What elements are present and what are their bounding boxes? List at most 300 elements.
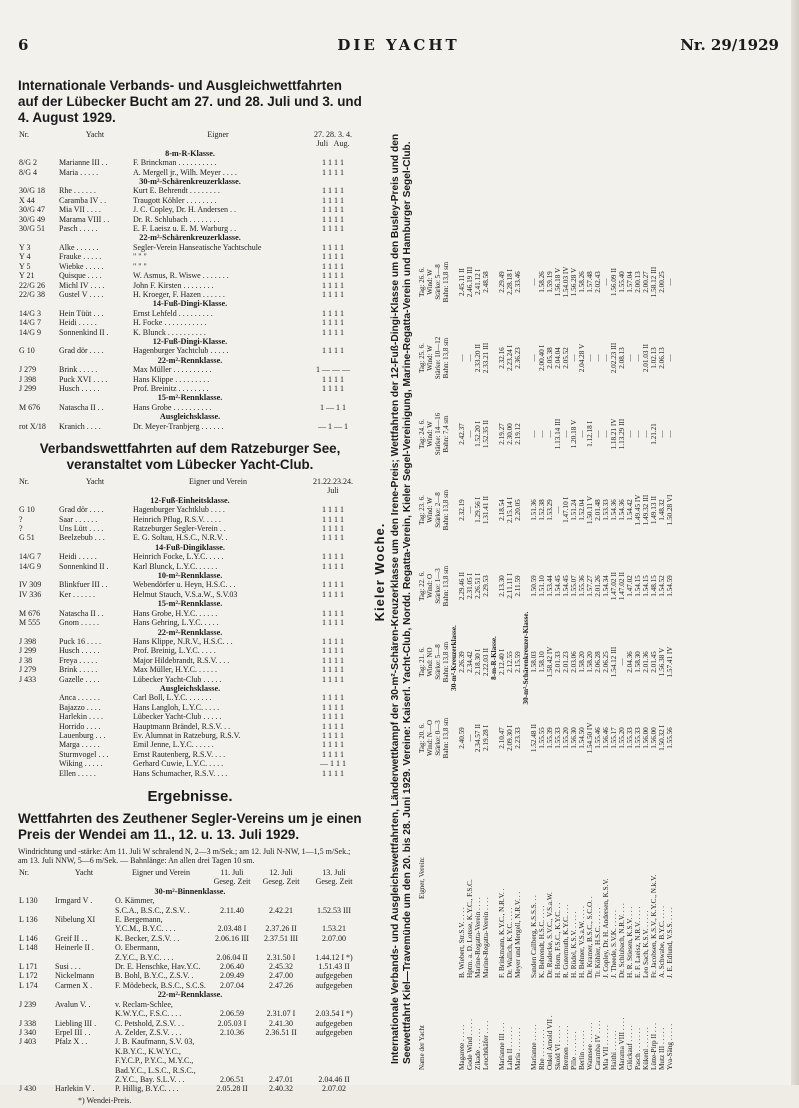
day-wind: Wind: O <box>426 573 434 599</box>
race-time: 1.52.20 I <box>474 421 482 447</box>
owner: W. Asmus, R. Wiswe . . . . . . . <box>133 271 229 281</box>
yacht-name: Irmgard V . <box>55 896 93 906</box>
day-wind: Wind: W <box>426 345 434 371</box>
class-heading: 30-m²-Kreuzerklasse. <box>450 625 458 691</box>
owner: Y.C.M., B.Y.C. . . . <box>115 924 176 934</box>
owner: A. Zelder, Z.S.V. . . . <box>115 1027 182 1037</box>
race-time: 2.36.23 <box>514 347 522 369</box>
time-day1 <box>208 896 256 905</box>
race-time: 2.40.59 <box>458 727 466 749</box>
time-day3 <box>306 1000 362 1009</box>
owner: Ernst Rautenberg, R.S.V. . . . <box>133 749 226 759</box>
race-time: 2.26.39 <box>458 651 466 673</box>
race-time: — <box>530 278 538 286</box>
owner: Segler-Verein Hanseatische Yachtschule <box>133 242 262 252</box>
table-row <box>18 1066 362 1075</box>
time-day2: 2.47.26 <box>269 980 293 990</box>
sail-number <box>18 1066 54 1075</box>
class-heading: 10-m²-Rennklasse. <box>157 571 223 581</box>
yacht-name: Mutz III . . . . . <box>658 1027 666 1070</box>
race-time: 1.47.10 I <box>562 497 570 523</box>
col-name: Name der Yacht <box>418 1025 426 1070</box>
owner: Hagenburger Yachtklub . . . . <box>133 505 225 515</box>
race-time: 2.05.38 <box>546 347 554 369</box>
owner: K. Behrendt, H.S.C. . . . . <box>538 905 546 978</box>
race-time: 1.57.04 <box>626 271 634 293</box>
col-d1: 11. Juli Geseg. Zeit <box>213 868 251 887</box>
class-heading: 22-m²-Schärenkreuzerklasse. <box>139 233 241 243</box>
class-heading: 14-Fuß-Dingiklasse. <box>155 542 225 552</box>
sail-number: IV 336 <box>19 589 42 599</box>
race-time: 1.54.34 <box>602 575 610 597</box>
table-row <box>18 365 362 374</box>
section2-table <box>18 477 362 778</box>
time-day1: 2.11.40 <box>220 905 244 915</box>
sail-number: J 338 <box>19 1018 37 1028</box>
day-wind: Wind: W <box>426 269 434 295</box>
owner: v. Reclam-Schlee, <box>115 999 173 1009</box>
yacht-name: Lahn II . . . . . . <box>506 1027 514 1070</box>
time-day2: 2.36.51 II <box>265 1027 297 1037</box>
owner: S.C.A., B.S.C., Z.S.V. . <box>115 905 190 915</box>
race-time: 1.49.45 IV <box>634 494 642 526</box>
yacht-name: Wiking . . . . . <box>59 759 103 769</box>
table-row <box>506 244 514 1072</box>
race-time: — <box>666 430 674 438</box>
owner: F. Mödebeck, B.S.C., S.C.S. <box>115 980 206 990</box>
time-day2: 2.40.32 <box>269 1084 293 1094</box>
table-row <box>18 609 362 618</box>
col-yacht: Yacht <box>85 477 105 486</box>
owner: Ernst Lehfeld . . . . . . . . . <box>133 308 213 318</box>
race-time: 1.50.11 V <box>586 495 594 525</box>
sail-number: 30/G 51 <box>19 224 45 234</box>
yacht-name: Marama VIII . . . . <box>618 1017 626 1070</box>
participation: 1 1 1 1 <box>322 552 344 562</box>
yacht-name: Onkel Arnold VII . <box>546 1015 554 1070</box>
owner: O. Kämmer, <box>115 896 155 906</box>
race-time: 2.02.43 <box>594 271 602 293</box>
yacht-name: Marianne III . . <box>59 158 108 168</box>
time-day2: 2.37.26 II <box>265 924 297 934</box>
sail-number: L 174 <box>19 980 38 990</box>
day-st: Stärke: 0—3 <box>434 720 442 756</box>
participation: 1 1 1 1 <box>322 608 344 618</box>
owner: O. Ebermann, <box>115 943 160 953</box>
table-row <box>18 646 362 655</box>
yacht-name: Mia VII . . . . . . <box>602 1025 610 1070</box>
owner: F. Brinckman . . . . . . . . . . <box>133 158 217 168</box>
yacht-name: Marga . . . . . <box>59 740 100 750</box>
race-time: 2.05.52 <box>562 347 570 369</box>
participation: 1 1 1 1 <box>322 768 344 778</box>
class-heading: 8-m-R-Klasse. <box>490 636 498 680</box>
race-time: 2.01.23 <box>562 651 570 673</box>
class-heading-row <box>18 496 362 505</box>
race-time: — <box>466 506 474 514</box>
sail-number: rot X/18 <box>19 421 46 431</box>
sail-number: J 433 <box>19 674 37 684</box>
yacht-name: Michl IV . . . . <box>59 280 105 290</box>
time-day1 <box>208 1047 256 1056</box>
race-time: 2.32.19 <box>458 499 466 521</box>
race-time: 2.33.46 <box>514 271 522 293</box>
yacht-name: Wiebke . . . . . <box>59 261 104 271</box>
race-time: 2.42.37 <box>458 423 466 445</box>
participation: 1 1 1 1 <box>322 505 344 515</box>
race-time: 1.58.26 <box>538 271 546 293</box>
participation: 1 1 1 1 <box>322 730 344 740</box>
race-time: 1.02.13 <box>650 347 658 369</box>
table-row <box>18 1056 362 1065</box>
left-column <box>18 72 362 1108</box>
table-row <box>18 580 362 589</box>
owner: Z.Y.C., B.Y.C. . . . <box>115 952 174 962</box>
owner: H. Kroeger, F. Hazen . . . . . . <box>133 289 225 299</box>
yacht-name: Pille . . . . . . . <box>570 1031 578 1070</box>
time-day2 <box>256 896 306 905</box>
day-bahn: Bahn: 13,8 sm <box>442 337 450 379</box>
day-tag: Tag: 20. 6. <box>418 723 426 753</box>
table-row <box>642 244 650 1072</box>
kieler-header <box>418 244 450 1072</box>
sail-number <box>18 1075 54 1084</box>
table-row <box>18 712 362 721</box>
race-time: 1.55.36 <box>578 575 586 597</box>
yacht-name: Sonnenkind II . <box>59 561 109 571</box>
class-heading-row <box>18 571 362 580</box>
day-bahn: Bahn: 7,4 sm <box>442 415 450 453</box>
yacht-name: Saar . . . . . . <box>59 514 98 524</box>
table-row <box>18 1019 362 1028</box>
yacht-name: Sturmvogel . . . <box>59 749 109 759</box>
class-heading-row <box>18 299 362 308</box>
owner: J. Theede, S.V.K. . . . . . <box>610 910 618 978</box>
race-time: — <box>578 430 586 438</box>
col-yacht: Yacht <box>85 130 105 139</box>
race-time: 1.55.33 <box>634 727 642 749</box>
class-heading-row <box>18 599 362 608</box>
yacht-name <box>54 953 114 962</box>
sail-number <box>18 740 58 749</box>
race-time: — <box>642 430 650 438</box>
table-row <box>18 552 362 561</box>
ergebnisse-heading: Ergebnisse. <box>147 788 233 805</box>
col-yacht: Yacht <box>74 868 94 877</box>
owner: Meyer und Mergell, N.R.V. . . <box>514 891 522 978</box>
participation: 1 1 1 1 <box>322 374 344 384</box>
race-time: 2.01.45 <box>650 651 658 673</box>
race-time: 1.51.24 <box>570 499 578 521</box>
section1-rows <box>18 149 362 431</box>
yacht-name: Pasch . . . . . <box>59 224 98 234</box>
race-time: 1.58.12 III <box>650 266 658 298</box>
yacht-name: Caramba IV . . <box>59 195 107 205</box>
yacht-name: Gode Wind . . . . . <box>466 1019 474 1070</box>
time-day1 <box>208 915 256 924</box>
race-time: 1.58.42 IV <box>546 646 554 678</box>
yacht-name: Sonnenkind II . <box>59 327 109 337</box>
owner: Major Hildebrandt, R.S.V. . . . <box>133 655 230 665</box>
race-time: 2.19.27 <box>498 423 506 445</box>
sail-number <box>18 1047 54 1056</box>
owner: Max Müller, H.Y.C. . . . . . <box>133 665 217 675</box>
time-day2: 2.41.30 <box>269 1018 293 1028</box>
time-day1 <box>208 1037 256 1046</box>
time-day3: 2.07.00 <box>322 933 346 943</box>
owner: J. Copley, Dr. H. Andersen, K.S.V. <box>602 878 610 978</box>
sail-number <box>18 703 58 712</box>
day-wind: Wind: W <box>426 421 434 447</box>
time-day1: 2.06.59 <box>220 1009 244 1019</box>
race-time: 1.58.20 <box>578 651 586 673</box>
race-time: 1.12.18 I <box>586 421 594 447</box>
table-row <box>18 693 362 702</box>
race-time: — <box>546 430 554 438</box>
time-day3: aufgegeben <box>315 1027 353 1037</box>
race-time: — <box>562 430 570 438</box>
race-time: 1.55.56 <box>666 727 674 749</box>
owner: Webendörfer u. Heyn, H.S.C. . . <box>133 580 236 590</box>
participation: 1 1 1 1 <box>322 346 344 356</box>
race-time: 1.13.14 III <box>554 418 562 450</box>
table-row <box>18 740 362 749</box>
yacht-name: Magarete . . . . . <box>458 1024 466 1070</box>
sail-number: J 299 <box>19 383 37 393</box>
owner: Dr. Schlubach, N.R.V. . . . <box>618 903 626 978</box>
day-bahn: Bahn: 13,8 sm <box>442 717 450 759</box>
participation: 1 1 1 1 <box>322 327 344 337</box>
race-time: 2.00.13 <box>634 271 642 293</box>
time-day1: 2.06.16 III <box>215 933 249 943</box>
yacht-name: Maria . . . . . <box>59 167 99 177</box>
owner: " " " <box>133 252 147 262</box>
race-time: 1.55.07 <box>570 575 578 597</box>
yacht-name: Anca . . . . . . <box>59 693 100 703</box>
class-heading: 22-m²-Rennklasse. <box>157 355 223 365</box>
owner: A. Schwabe, B.Y.C. . . . . <box>658 906 666 978</box>
owner: Lübecker Yacht-Club . . . . . <box>133 674 222 684</box>
sail-number: M 676 <box>19 608 41 618</box>
section3-title: Wettfahrten des Zeuthener Segler-Vereins um je einen Preis der Wendei am 11., 12. u. 13. Juli 1929. <box>18 811 362 842</box>
time-day3: 2.04.46 II <box>318 1074 350 1084</box>
race-time: 1.58.30 <box>634 651 642 673</box>
race-time: 1.54.50 IV <box>586 722 594 754</box>
table-row <box>18 524 362 533</box>
owner: Carl Boll, L.Y.C. . . . . . . <box>133 693 212 703</box>
yacht-name: Puck XVI . . . . <box>59 374 108 384</box>
participation: 1 1 1 1 <box>322 693 344 703</box>
race-time: 1.29.56 I <box>474 497 482 523</box>
page-edge-shadow <box>791 0 799 1085</box>
sail-number: Y 21 <box>19 271 35 281</box>
owner: Gerhard Cuwie, L.Y.C. . . . . <box>133 759 224 769</box>
time-day1: 2.05.28 II <box>216 1084 248 1094</box>
table-row <box>18 1037 362 1046</box>
race-time: 1.56.00 <box>650 727 658 749</box>
race-time: 1.54.12 III <box>610 646 618 678</box>
race-time: 1.52.35 II <box>482 419 490 449</box>
race-time: 1.50.28 VI <box>666 494 674 526</box>
race-time: 1.54.15 <box>634 575 642 597</box>
yacht-name: Berlin . . . . . . <box>578 1030 586 1070</box>
class-heading-row <box>18 628 362 637</box>
yacht-name: Grad dör . . . . <box>59 505 104 515</box>
yacht-name: Kranich . . . . <box>59 421 101 431</box>
day-tag: Tag: 26. 6. <box>418 267 426 297</box>
race-time: 1.51.36 <box>530 499 538 521</box>
col-eigner: Eigner und Verein <box>188 477 248 486</box>
table-row <box>530 244 538 1072</box>
race-time: 2.01.48 <box>594 499 602 521</box>
day-header <box>418 472 450 548</box>
table-row <box>18 318 362 327</box>
class-heading-row <box>18 887 362 896</box>
class-heading-row <box>18 356 362 365</box>
participation: 1 1 1 1 <box>322 655 344 665</box>
day-header <box>418 320 450 396</box>
owner: K. Becker, Z.S.V. . . <box>115 933 180 943</box>
col-d3: 13. Juli Geseg. Zeit <box>315 868 353 887</box>
day-st: Stärke: 1—3 <box>434 568 442 604</box>
yacht-name: Uns Lütt . . . . <box>59 524 104 534</box>
sail-number: L 171 <box>19 962 38 972</box>
time-day3: aufgegeben <box>315 980 353 990</box>
participation: 1 1 1 1 <box>322 289 344 299</box>
day-tag: Tag: 23. 6. <box>418 495 426 525</box>
sail-number: 30/G 47 <box>19 205 45 215</box>
participation: 1 1 1 1 <box>322 186 344 196</box>
race-time: 1.55.20 <box>618 727 626 749</box>
race-time: 2.20.05 <box>514 499 522 521</box>
sail-number: Y 4 <box>19 252 31 262</box>
col-nr: Nr. <box>19 477 29 486</box>
day-header <box>418 700 450 776</box>
table-row <box>18 168 362 177</box>
class-heading: 22-m²-Rennklasse. <box>157 990 223 1000</box>
section3-rows <box>18 887 362 1094</box>
owner: Heinrich Focke, L.Y.C. . . . . <box>133 552 224 562</box>
participation: 1 1 1 1 <box>322 721 344 731</box>
yacht-name: Erpel III . . <box>55 1027 91 1037</box>
owner: Hans Grobe . . . . . . . . . . <box>133 402 212 412</box>
participation: 1 1 1 1 <box>322 383 344 393</box>
time-day3: 1.51.43 II <box>318 962 350 972</box>
sail-number: Y 5 <box>19 261 31 271</box>
yacht-name: Lauenburg . . . <box>59 730 106 740</box>
day-header <box>418 396 450 472</box>
class-heading: 30-m²-Binnenklasse. <box>154 886 226 896</box>
table-row <box>18 290 362 299</box>
time-day2 <box>256 915 306 924</box>
day-st: Stärke: 5—8 <box>434 644 442 680</box>
day-header <box>418 548 450 624</box>
yacht-name: Rhe . . . . . . <box>59 186 96 196</box>
time-day3 <box>306 943 362 952</box>
race-time: 1.59.19 <box>546 271 554 293</box>
table-row <box>18 750 362 759</box>
owner: Z.Y.C., Bay. S.L.V. . . <box>115 1074 185 1084</box>
kieler-subtitle: Internationale Verbands- und Ausgleichswettfahrten, Länderwettkampf der 30-m²-Schären-Kreuzerklasse um den Irene-Preis; Wettfahrten der 12-Fuß-Dingi-Klasse um den Busley-Preis und den Seewettfahrt Kiel—Travemünde um den 20. bis 28. Juni 1929. Vereine: Kaiserl. Yacht-Club, Nordd. Regatta-Verein, Kieler Segel-Vereinigung, Marine-Regatta-Verein und Hamburger Segel-Club. <box>390 133 413 1064</box>
race-time: 2.02.23 III <box>610 342 618 374</box>
participation: 1 1 1 1 <box>322 214 344 224</box>
owner: Dr. Meyer-Tranbjerg . . . . . . <box>133 421 224 431</box>
participation: 1 1 1 1 <box>322 749 344 759</box>
owner: Bad.Y.C., L.S.C., R.S.C., <box>115 1065 196 1075</box>
table-row <box>18 328 362 337</box>
time-day1: 2.05.03 I <box>217 1018 247 1028</box>
yacht-name: Caramba IV . . . . <box>594 1020 602 1070</box>
race-time: 2.34.42 <box>466 651 474 673</box>
time-day2 <box>256 1047 306 1056</box>
race-time: — <box>458 354 466 362</box>
table-row <box>18 906 362 915</box>
race-time: 1.54.15 <box>642 575 650 597</box>
sail-number: G 51 <box>19 533 35 543</box>
class-heading-row <box>18 149 362 158</box>
col-nr: Nr. <box>19 130 29 139</box>
race-time: — <box>594 354 602 362</box>
day-bahn: Bahn: 13,8 sm <box>442 489 450 531</box>
race-time: — <box>554 506 562 514</box>
participation: 1 — — — <box>316 365 350 375</box>
race-time: 1.56.38 V <box>658 647 666 677</box>
sail-number <box>18 953 54 962</box>
race-time: — <box>466 354 474 362</box>
table-row <box>18 656 362 665</box>
sail-number: 14/G 3 <box>19 308 41 318</box>
owner: Hans Gehring, L.Y.C. . . . . <box>133 618 219 628</box>
race-time: 2.23.33 <box>514 727 522 749</box>
yacht-name: Rhe . . . . . . . . <box>538 1029 546 1070</box>
sail-number <box>18 693 58 702</box>
yacht-name: Marianne . . . . . <box>530 1024 538 1070</box>
participation: 1 1 1 1 <box>322 261 344 271</box>
sail-number: L 136 <box>19 915 38 925</box>
owner: E. Bergemann, <box>115 915 163 925</box>
race-time: 1.20.18 V <box>570 419 578 449</box>
section1-table <box>18 130 362 431</box>
owner: K.B.Y.C., K.W.Y.C., <box>115 1046 181 1056</box>
participation: 1 1 1 1 <box>322 195 344 205</box>
owner: E. F. Laeisz u. E. M. Warburg . . <box>133 224 237 234</box>
day-tag: Tag: 22. 6. <box>418 571 426 601</box>
table-row <box>18 665 362 674</box>
owner: E. G. Soltau, H.S.C., N.R.V. . <box>133 533 228 543</box>
race-time: 2.22.03 II <box>482 647 490 677</box>
race-time: — <box>602 430 610 438</box>
yacht-name: Gazelle . . . . <box>59 674 100 684</box>
time-day1: 2.06.04 II <box>216 952 248 962</box>
race-time: 2.46.19 III <box>466 266 474 298</box>
table-row <box>18 533 362 542</box>
race-time: 1.58.26 <box>578 271 586 293</box>
participation: 1 1 1 1 <box>322 318 344 328</box>
table-row <box>18 422 362 431</box>
race-time: 1.57.41 IV <box>666 646 674 678</box>
time-day3 <box>306 1056 362 1065</box>
yacht-name: Marama VIII . . <box>59 214 110 224</box>
owner: H. Horn, F.S.C., K.Y.C. . . <box>554 902 562 978</box>
race-time: 1.56.28 V <box>570 267 578 297</box>
sail-number: J 403 <box>19 1037 37 1047</box>
race-time: 1.54.36 <box>618 499 626 521</box>
class-heading: 30-m²-Schärenkreuzer-Klasse. <box>522 611 530 705</box>
section3-footnote: *) Wendei-Preis. <box>78 1095 132 1105</box>
class-heading-row <box>18 393 362 402</box>
race-time: 1.56.18 V <box>554 267 562 297</box>
race-time: 1.55.33 <box>554 727 562 749</box>
